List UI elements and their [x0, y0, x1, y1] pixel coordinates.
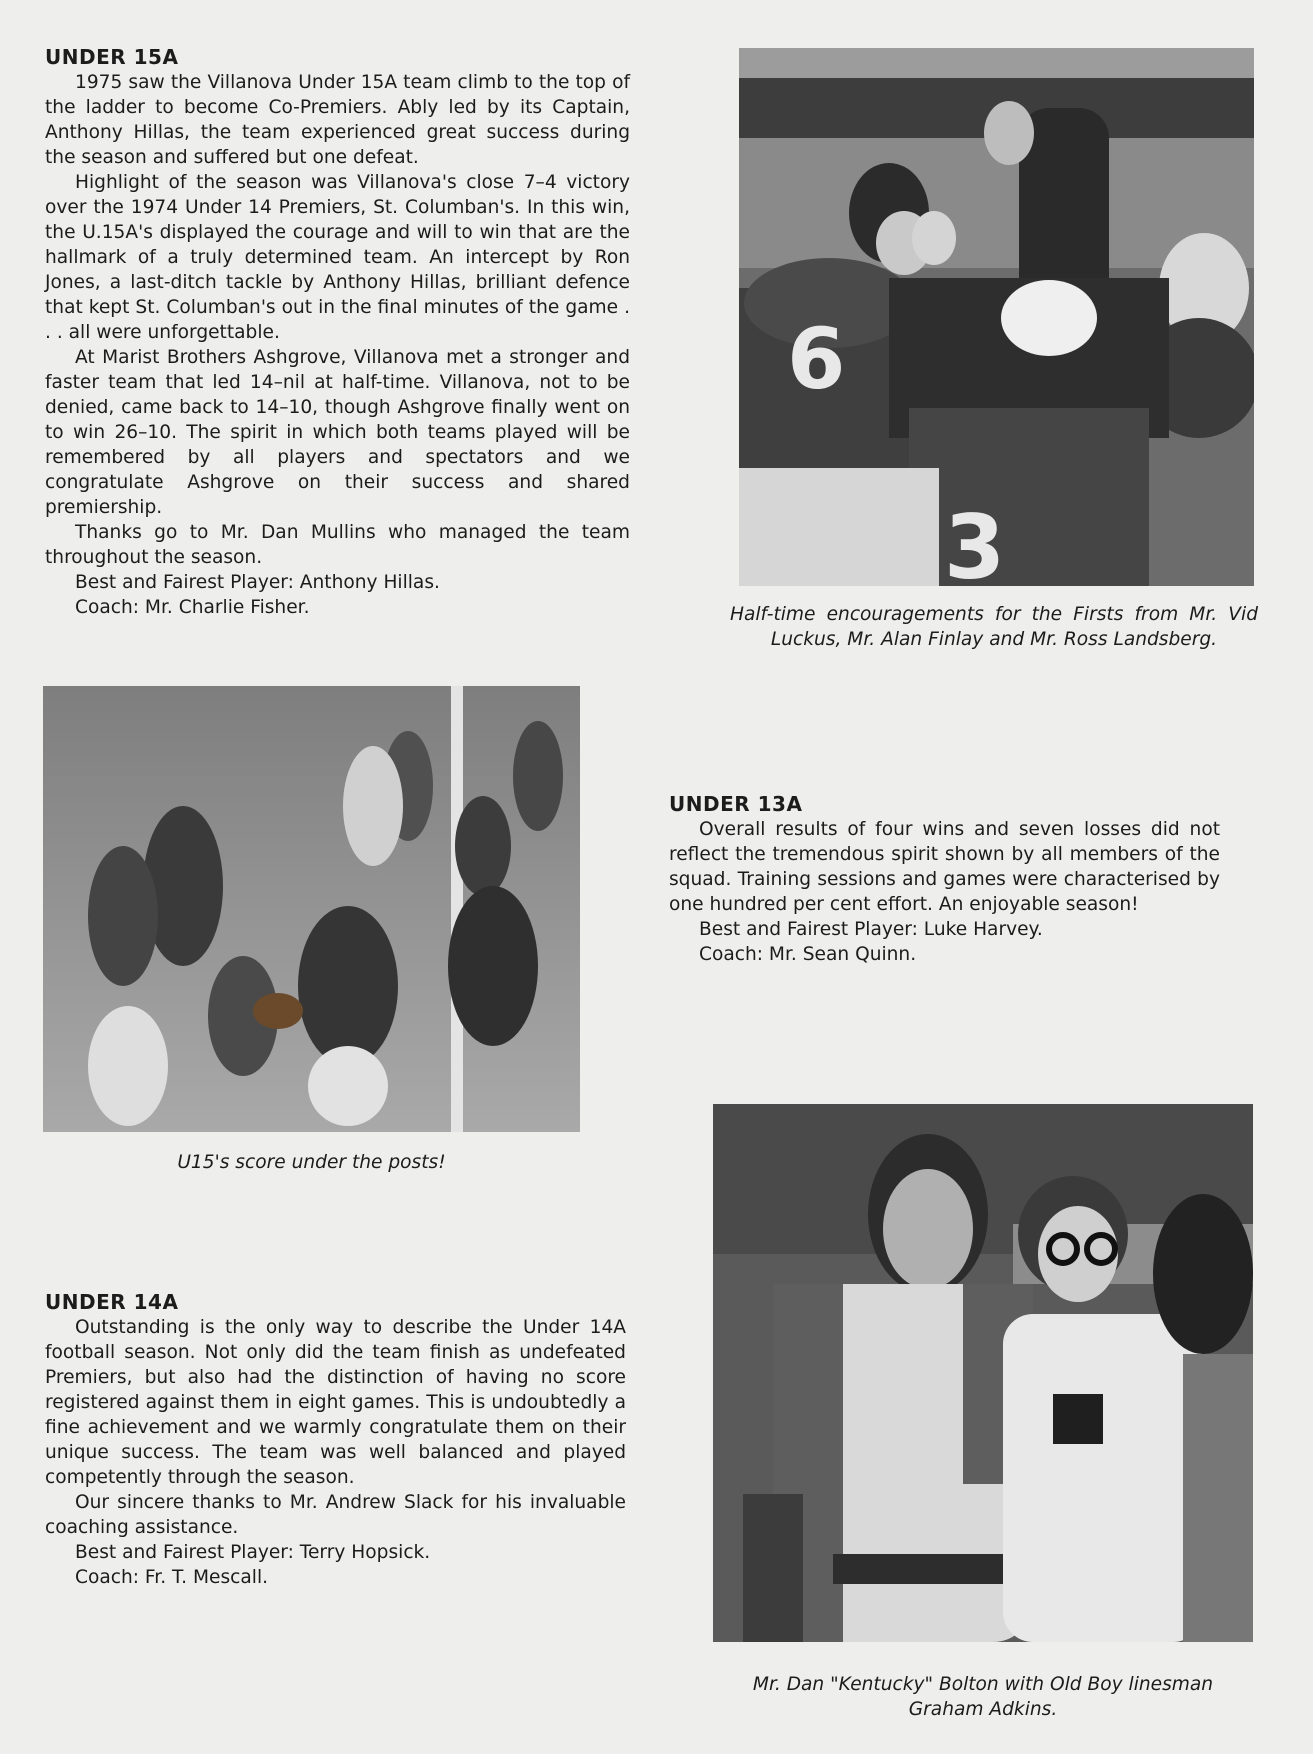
bolton-caption: Mr. Dan "Kentucky" Bolton with Old Boy linesman Graham Adkins. [752, 1674, 1214, 1720]
under13a-heading: UNDER 13A [669, 792, 803, 816]
under15a-paragraph-2: Highlight of the season was Villanova's close 7–4 victory over the 1974 Under 14 Premiers, St. Columban's. In this win, the U.15A's displayed the courage and will to win that are the hallmark of a truly determined team. An intercept by Ron Jones, a last-ditch tackle by Anthony Hillas, brilliant defence that kept St. Columban's out in the final minutes of the game . . . all were unforgettable. [45, 172, 630, 343]
under14a-coach: Coach: Fr. T. Mescall. [75, 1567, 269, 1588]
bolton-photo [713, 1104, 1253, 1642]
under15a-coach: Coach: Mr. Charlie Fisher. [75, 597, 310, 618]
under13a-best-player: Best and Fairest Player: Luke Harvey. [699, 919, 1043, 940]
halftime-caption: Half-time encouragements for the Firsts from Mr. Vid Luckus, Mr. Alan Finlay and Mr. Ross Landsberg. [730, 604, 1258, 650]
under15a-paragraph-3: At Marist Brothers Ashgrove, Villanova met a stronger and faster team that led 14–nil at half-time. Villanova, not to be denied, came back to 14–10, though Ashgrove finally went on to win 26–10. The spirit in which both teams played will be remembered by all players and spectators and we congratulate Ashgrove on their success and shared premiership. [45, 347, 630, 518]
jersey-number-3: 3 [944, 496, 1006, 586]
under13a-section [669, 791, 1220, 967]
under13a-coach: Coach: Mr. Sean Quinn. [699, 944, 917, 965]
jersey-number-6: 6 [787, 310, 846, 408]
u15-score-caption: U15's score under the posts! [177, 1152, 446, 1173]
under15a-section [45, 44, 630, 620]
under14a-best-player: Best and Fairest Player: Terry Hopsick. [75, 1542, 431, 1563]
under14a-section [45, 1289, 626, 1590]
under14a-paragraph-1: Outstanding is the only way to describe the Under 14A football season. Not only did the team finish as undefeated Premiers, but also had the distinction of having no score registered against them in eight games. This is undoubtedly a fine achievement and we warmly congratulate them on their unique success. The team was well balanced and played competently through the season. [45, 1317, 626, 1488]
u15-score-photo [43, 686, 580, 1132]
under13a-paragraph-1: Overall results of four wins and seven losses did not reflect the tremendous spirit shown by all members of the squad. Training sessions and games were characterised by one hundred per cent effort. An enjoyable season! [669, 819, 1220, 915]
under15a-paragraph-4: Thanks go to Mr. Dan Mullins who managed the team throughout the season. [45, 522, 630, 568]
under15a-heading: UNDER 15A [45, 45, 179, 69]
under15a-paragraph-1: 1975 saw the Villanova Under 15A team climb to the top of the ladder to become Co-Premiers. Ably led by its Captain, Anthony Hillas, the team experienced great success during the season and suffered but one defeat. [45, 72, 630, 168]
under14a-heading: UNDER 14A [45, 1290, 179, 1314]
under15a-best-player: Best and Fairest Player: Anthony Hillas. [75, 572, 440, 593]
halftime-photo [739, 48, 1254, 586]
under14a-paragraph-2: Our sincere thanks to Mr. Andrew Slack for his invaluable coaching assistance. [45, 1492, 626, 1538]
